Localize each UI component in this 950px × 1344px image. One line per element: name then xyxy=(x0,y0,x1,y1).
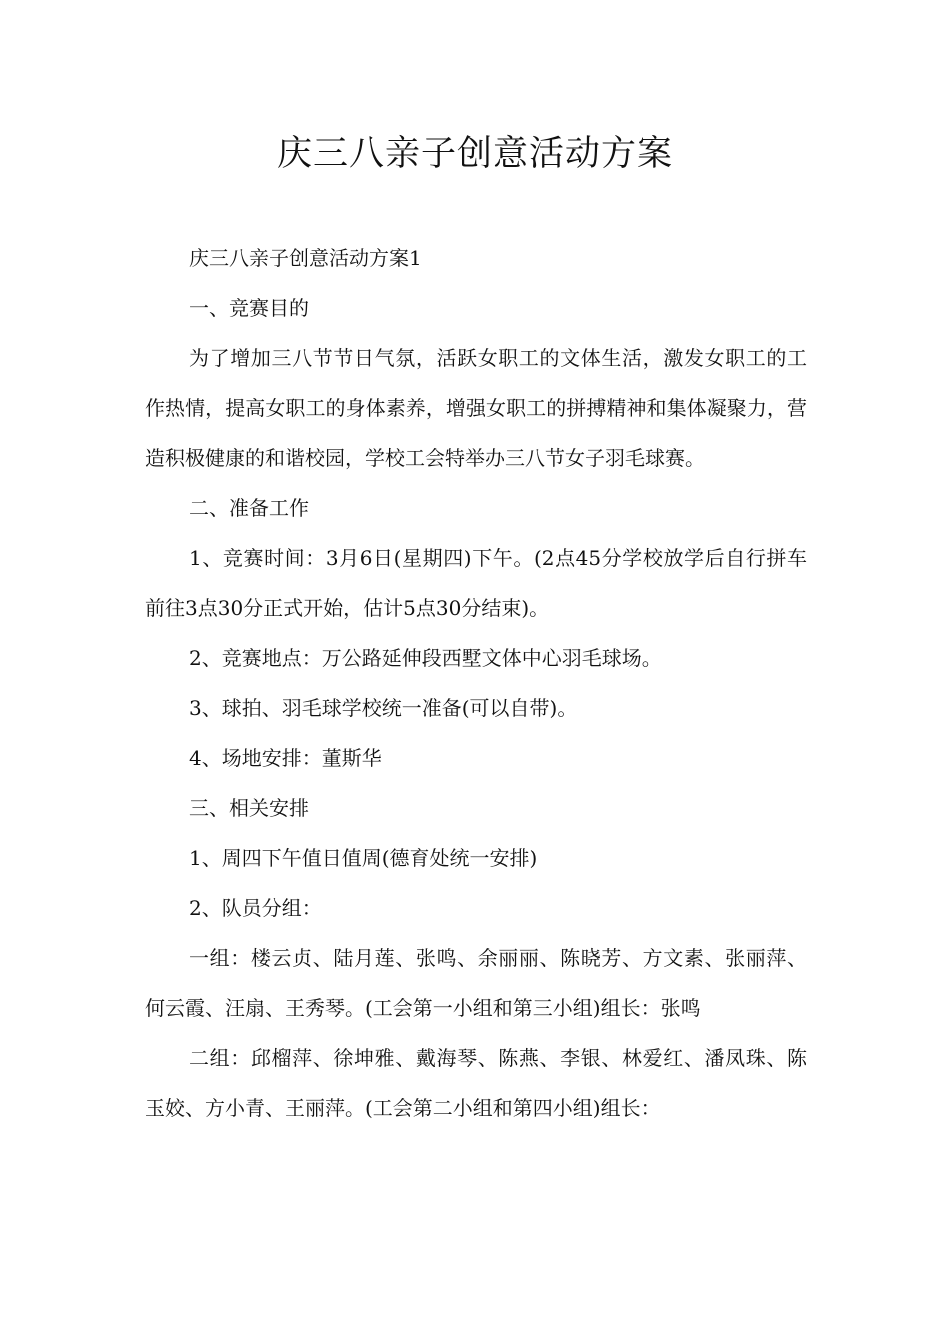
paragraph-venue: 4、场地安排：董斯华 xyxy=(189,746,382,770)
paragraph-time: 1、竞赛时间：3月6日(星期四)下午。(2点45分学校放学后自行拼车前往3点30分正式开始，估计5点30分结束)。 xyxy=(145,546,807,620)
paragraph-subtitle: 庆三八亲子创意活动方案1 xyxy=(189,246,422,270)
heading-arrangements: 三、相关安排 xyxy=(189,796,309,820)
paragraph-group-two: 二组：邱榴萍、徐坤雅、戴海琴、陈燕、李银、林爱红、潘凤珠、陈玉姣、方小青、王丽萍。(工会第二小组和第四小组)组长： xyxy=(145,1046,807,1120)
heading-preparation: 二、准备工作 xyxy=(189,496,309,520)
paragraph-grouping: 2、队员分组： xyxy=(189,896,322,920)
paragraph-duty: 1、周四下午值日值周(德育处统一安排) xyxy=(189,846,538,870)
paragraph-equipment: 3、球拍、羽毛球学校统一准备(可以自带)。 xyxy=(189,696,578,720)
paragraph-group-one: 一组：楼云贞、陆月莲、张鸣、余丽丽、陈晓芳、方文素、张丽萍、何云霞、汪扇、王秀琴。(工会第一小组和第三小组)组长：张鸣 xyxy=(145,946,807,1020)
document-body xyxy=(145,233,807,1133)
paragraph-location: 2、竞赛地点：万公路延伸段西墅文体中心羽毛球场。 xyxy=(189,646,662,670)
document-title: 庆三八亲子创意活动方案 xyxy=(276,134,673,174)
heading-competition-purpose: 一、竞赛目的 xyxy=(189,296,309,320)
paragraph-purpose: 为了增加三八节节日气氛，活跃女职工的文体生活，激发女职工的工作热情，提高女职工的身体素养，增强女职工的拼搏精神和集体凝聚力，营造积极健康的和谐校园，学校工会特举办三八节女子羽毛球赛。 xyxy=(145,346,807,470)
